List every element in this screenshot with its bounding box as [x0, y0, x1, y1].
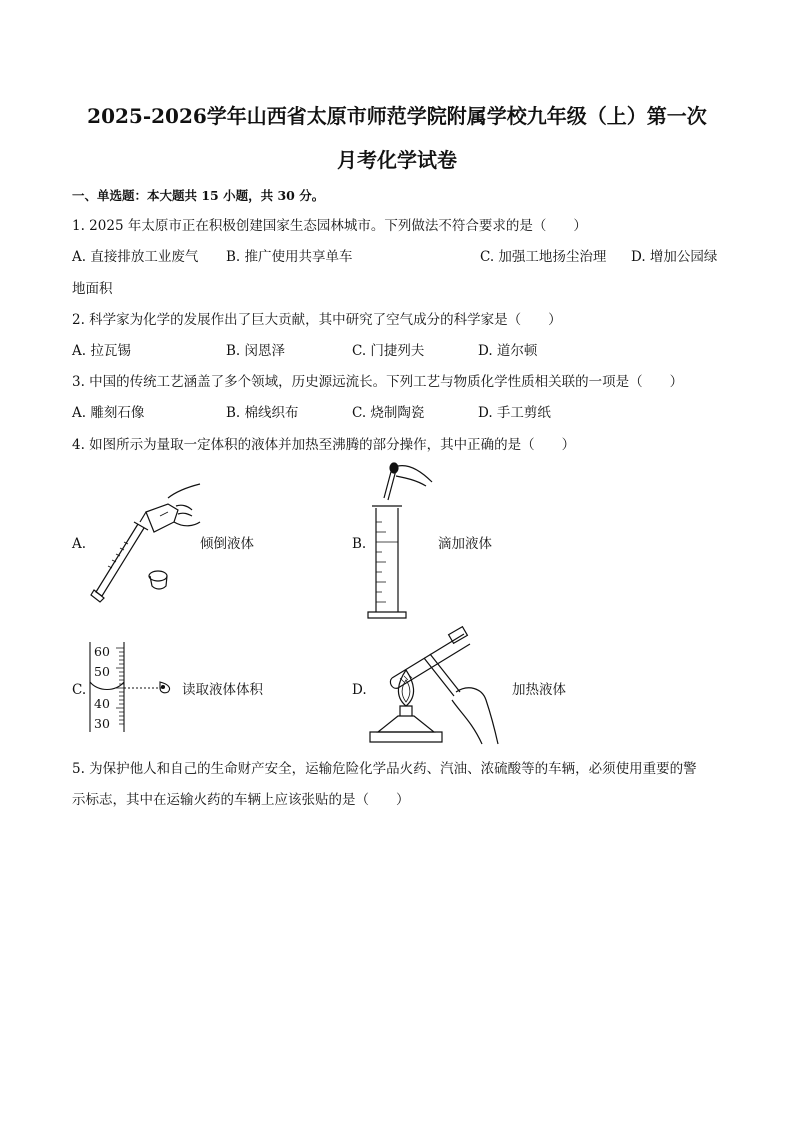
question-5-stem-line-1: 5. 为保护他人和自己的生命财产安全，运输危险化学品火药、汽油、浓硫酸等的车辆，必须使用重要的警 [72, 761, 697, 777]
question-1-option-a: A. 直接排放工业废气 [72, 249, 199, 265]
exam-title-line-1: 2025-2026学年山西省太原市师范学院附属学校九年级（上）第一次 [87, 104, 707, 128]
scale-label-30: 30 [94, 716, 110, 731]
question-3-stem: 3. 中国的传统工艺涵盖了多个领域，历史源远流长。下列工艺与物质化学性质相关联的一项是（ ） [72, 374, 684, 390]
question-1-stem: 1. 2025 年太原市正在积极创建国家生态园林城市。下列做法不符合要求的是（ ） [72, 218, 587, 234]
question-2-stem: 2. 科学家为化学的发展作出了巨大贡献，其中研究了空气成分的科学家是（ ） [72, 312, 562, 328]
question-2-option-d: D. 道尔顿 [478, 343, 538, 359]
figure-a-caption: 倾倒液体 [200, 536, 254, 552]
question-1-option-d-wrap: 地面积 [72, 281, 113, 297]
question-2-option-c: C. 门捷列夫 [352, 343, 425, 359]
figure-a-letter: A. [72, 536, 87, 552]
figure-d-letter: D. [352, 682, 367, 698]
scale-label-40: 40 [94, 696, 110, 711]
question-3-option-d: D. 手工剪纸 [478, 405, 551, 421]
question-2-option-b: B. 闵恩泽 [226, 343, 286, 359]
question-3-option-a: A. 雕刻石像 [72, 405, 145, 421]
question-5-stem-line-2: 示标志，其中在运输火药的车辆上应该张贴的是（ ） [72, 792, 410, 808]
figure-b-letter: B. [352, 536, 367, 552]
heating-liquid-illustration [364, 626, 504, 748]
figure-d-caption: 加热液体 [512, 682, 566, 698]
question-1-option-b: B. 推广使用共享单车 [226, 249, 353, 265]
exam-title-line-2: 月考化学试卷 [337, 148, 457, 172]
section-heading: 一、单选题：本大题共 15 小题，共 30 分。 [72, 188, 325, 203]
dropping-liquid-illustration [366, 462, 436, 624]
question-3-option-b: B. 棉线织布 [226, 405, 299, 421]
pouring-liquid-illustration [88, 476, 208, 616]
figure-b-caption: 滴加液体 [438, 536, 492, 552]
question-3-option-c: C. 烧制陶瓷 [352, 405, 425, 421]
question-2-option-a: A. 拉瓦锡 [72, 343, 131, 359]
question-1-option-c: C. 加强工地扬尘治理 [480, 249, 607, 265]
figure-c-letter: C. [72, 682, 87, 698]
scale-label-50: 50 [94, 664, 110, 679]
figure-c-caption: 读取液体体积 [182, 682, 263, 698]
question-1-option-d: D. 增加公园绿 [631, 249, 718, 265]
question-4-stem: 4. 如图所示为量取一定体积的液体并加热至沸腾的部分操作，其中正确的是（ ） [72, 437, 576, 453]
scale-label-60: 60 [94, 644, 110, 659]
